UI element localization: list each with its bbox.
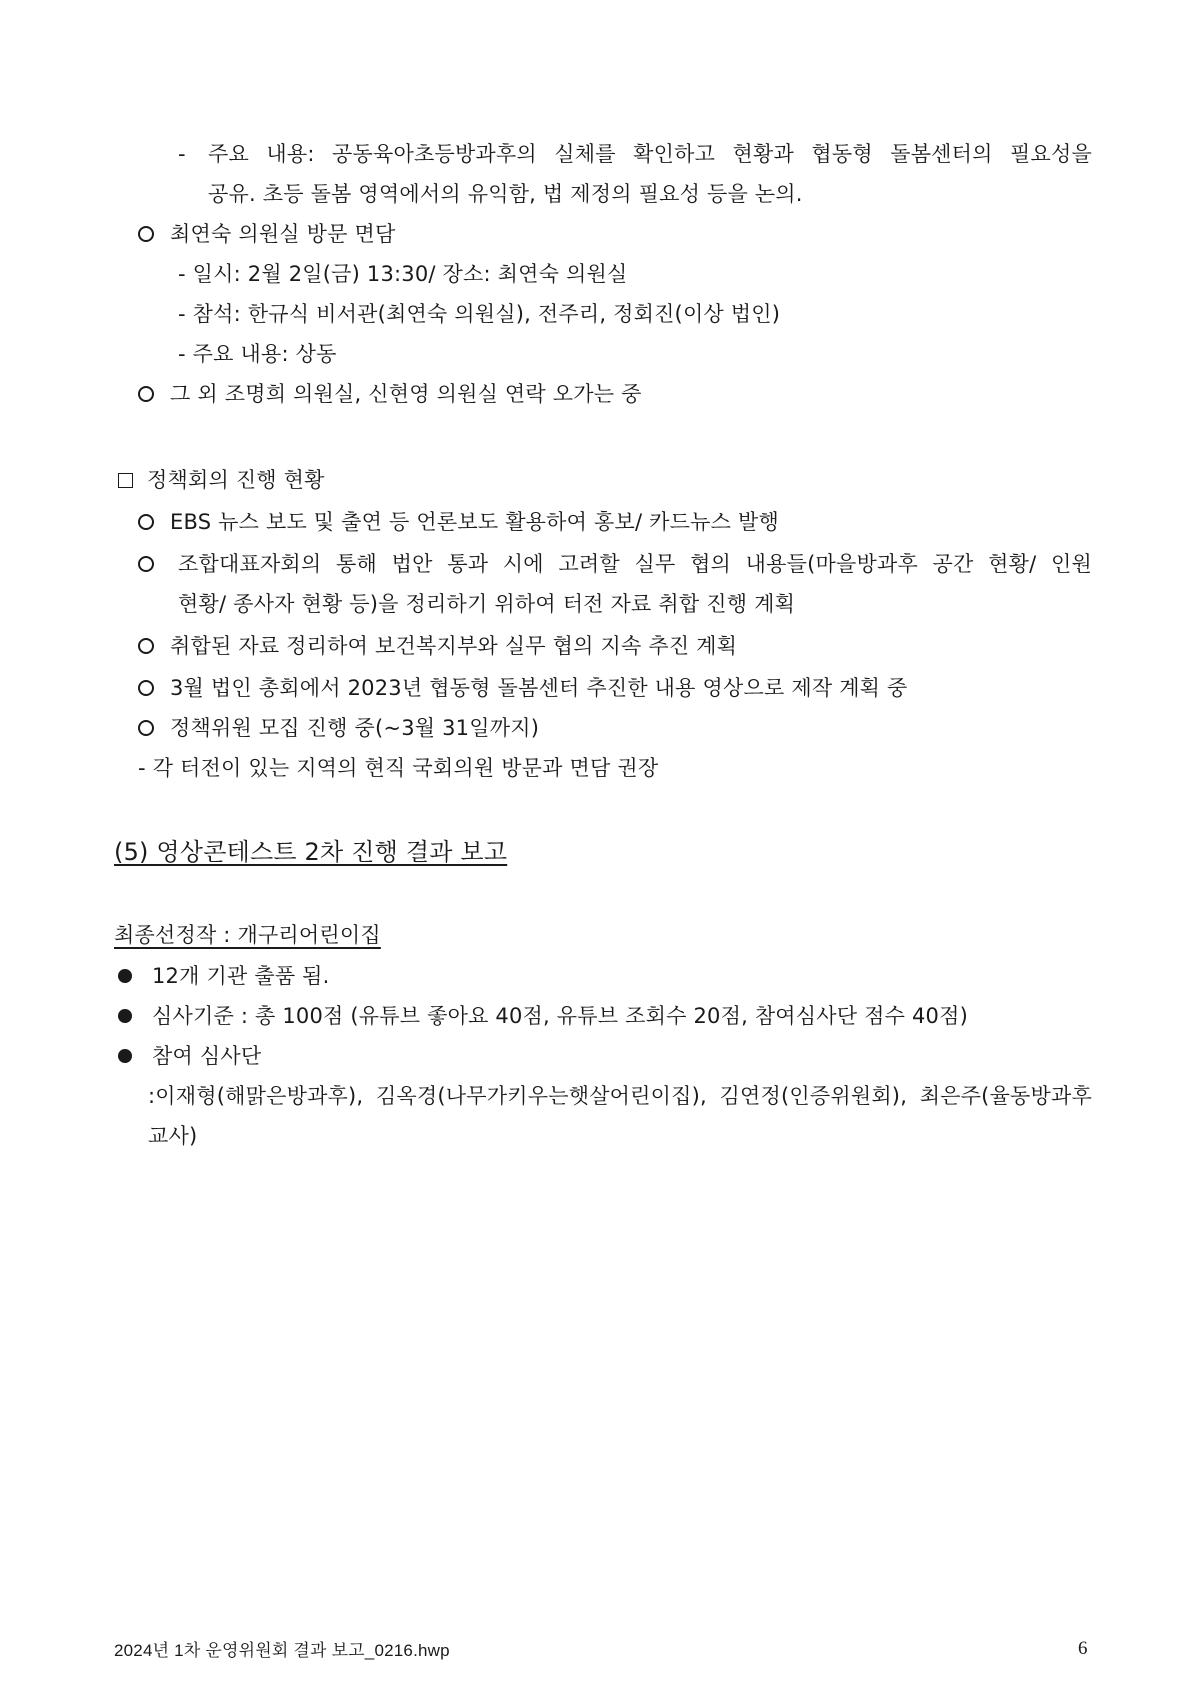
square-bullet-icon <box>118 473 133 488</box>
bullet-judges <box>118 1041 261 1071</box>
policy-item-5-text: 정책위원 모집 진행 중(~3월 31일까지) <box>170 716 540 740</box>
footer-filename: 2024년 1차 운영위원회 결과 보고_0216.hwp <box>114 1641 450 1660</box>
circle-bullet-icon <box>138 514 154 530</box>
content-line-2: 공유. 초등 돌봄 영역에서의 유익함, 법 제정의 필요성 등을 논의. <box>208 182 803 206</box>
bullet-judges-text: 참여 심사단 <box>152 1044 262 1068</box>
choi-attendees: - 참석: 한규식 비서관(최연숙 의원실), 전주리, 정회진(이상 법인) <box>178 302 781 326</box>
policy-item-3-text: 취합된 자료 정리하여 보건복지부와 실무 협의 지속 추진 계획 <box>170 634 738 658</box>
circle-bullet-icon <box>138 720 154 736</box>
item-choi-visit-text: 최연숙 의원실 방문 면담 <box>170 222 396 246</box>
item-others <box>138 379 642 409</box>
circle-bullet-icon <box>138 556 154 572</box>
bullet-entries <box>118 961 330 991</box>
dot-bullet-icon <box>118 969 132 983</box>
policy-heading-text: 정책회의 진행 현황 <box>147 468 325 492</box>
bullet-criteria-text: 심사기준 : 총 100점 (유튜브 좋아요 40점, 유튜브 조회수 20점, 참여심사단 점수 40점) <box>152 1004 968 1028</box>
bullet-entries-text: 12개 기관 출품 됨. <box>152 964 330 988</box>
item-others-text: 그 외 조명희 의원실, 신현영 의원실 연락 오가는 중 <box>170 382 642 406</box>
circle-bullet-icon <box>138 226 154 242</box>
content-dash: - <box>178 142 186 166</box>
choi-date: - 일시: 2월 2일(금) 13:30/ 장소: 최연숙 의원실 <box>178 262 628 286</box>
policy-item-2-line-2: 현황/ 종사자 현황 등)을 정리하기 위하여 터전 자료 취합 진행 계획 <box>178 592 796 616</box>
judges-line-2: 교사) <box>148 1124 198 1148</box>
circle-bullet-icon <box>138 638 154 654</box>
policy-item-5 <box>138 713 539 743</box>
choi-content: - 주요 내용: 상동 <box>178 342 337 366</box>
policy-item-2-line-1: 조합대표자회의 통해 법안 통과 시에 고려할 실무 협의 내용들(마을방과후 공간 현황/ 인원 <box>178 552 1092 576</box>
judges-line-1: :이재형(해맑은방과후), 김옥경(나무가키우는햇살어린이집), 김연정(인증위원회), 최은주(율동방과후 <box>148 1084 1092 1108</box>
dot-bullet-icon <box>118 1049 132 1063</box>
circle-bullet-icon <box>138 680 154 696</box>
page-number: 6 <box>1078 1638 1088 1659</box>
section-5-heading: (5) 영상콘테스트 2차 진행 결과 보고 <box>114 838 508 866</box>
policy-heading <box>118 465 325 495</box>
final-work: 최종선정작 : 개구리어린이집 <box>114 923 381 947</box>
policy-item-1 <box>138 507 779 537</box>
dot-bullet-icon <box>118 1009 132 1023</box>
policy-item-4-text: 3월 법인 총회에서 2023년 협동형 돌봄센터 추진한 내용 영상으로 제작 계획 중 <box>170 676 908 700</box>
policy-item-3 <box>138 631 737 661</box>
policy-item-6: - 각 터전이 있는 지역의 현직 국회의원 방문과 면담 권장 <box>138 756 659 780</box>
item-choi-visit <box>138 219 396 249</box>
circle-bullet-icon <box>138 386 154 402</box>
policy-item-4 <box>138 673 908 703</box>
bullet-criteria <box>118 1001 968 1031</box>
content-line-1: 주요 내용: 공동육아초등방과후의 실체를 확인하고 현황과 협동형 돌봄센터의 필요성을 <box>208 142 1092 166</box>
policy-item-1-text: EBS 뉴스 보도 및 출연 등 언론보도 활용하여 홍보/ 카드뉴스 발행 <box>170 510 779 534</box>
